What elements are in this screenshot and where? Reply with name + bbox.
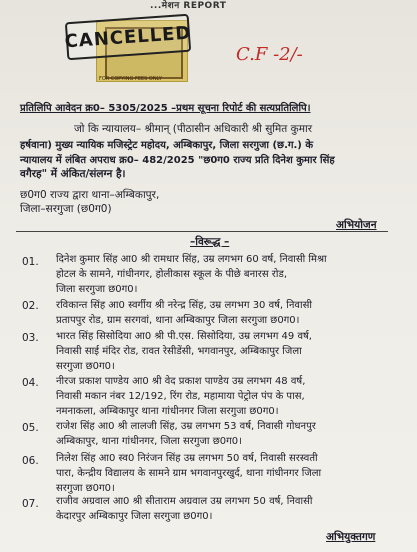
accused-entry xyxy=(56,374,305,419)
accused-line: सरगुजा छ0ग0। xyxy=(56,483,115,494)
accused-label: अभियुक्तगण xyxy=(326,531,376,543)
prosecution-label: अभियोजन xyxy=(336,219,377,231)
accused-number: 02. xyxy=(22,300,39,312)
accused-line: राजीव अग्रवाल आ0 श्री सीताराम अग्रवाल उम्र लगभग 50 वर्ष, निवासी xyxy=(56,496,313,507)
intro-line-4: वगैरह" में अंकित/संलग्न है। xyxy=(20,168,126,180)
accused-line: होटल के सामने, गांधीनगर, होलीकास स्कूल के पीछे बनारस रोड, xyxy=(56,269,287,280)
intro-line-3: न्यायालय में लंबित अपराध क्र0– 482/2025 "छ0ग0 राज्य प्रति दिनेश कुमार सिंह xyxy=(20,155,335,166)
accused-line: नीरज प्रकाश पाण्डेय आ0 श्री वेद प्रकाश पाण्डेय उम्र लगभग 48 वर्ष, xyxy=(56,376,306,387)
accused-number: 07. xyxy=(22,498,39,510)
accused-entry xyxy=(56,252,327,297)
court-fee-note: C.F -2/- xyxy=(236,44,303,65)
accused-line: जिला सरगुजा छ0ग0। xyxy=(56,284,138,295)
state-line-2: जिला–सरगुजा (छ0ग0) xyxy=(20,203,112,215)
accused-line: सरगुजा छ0ग0। xyxy=(56,361,115,372)
accused-number: 01. xyxy=(22,256,39,268)
accused-line: निवासी साई मंदिर रोड, रावत रेसीडेंसी, भगवानपुर, अम्बिकापुर जिला xyxy=(56,346,302,357)
intro-line-1: जो कि न्यायालय– श्रीमान् (पीठासीन अधिकारी श्री सुमित कुमार xyxy=(74,123,312,135)
section-divider xyxy=(16,231,388,232)
accused-line: दिनेश कुमार सिंह आ0 श्री रामधार सिंह, उम्र लगभग 60 वर्ष, निवासी मिश्रा xyxy=(56,254,327,265)
accused-line: राजेश सिंह आ0 श्री लालजी सिंह, उम्र लगभग 53 वर्ष, निवासी गोधनपुर xyxy=(56,421,316,432)
accused-line: केदारपुर अम्बिकापुर जिला सरगुजा छ0ग0। xyxy=(56,511,213,522)
state-line-1: छ0ग0 राज्य द्वारा थाना–अम्बिकापुर, xyxy=(20,189,160,201)
accused-entry xyxy=(56,494,312,524)
accused-line: रविकान्त सिंह आ0 स्वर्गीय श्री नरेन्द्र सिंह, उम्र लगभग 30 वर्ष, निवासी xyxy=(56,300,312,311)
cancelled-stamp: CANCELLED xyxy=(65,14,191,61)
intro-line-2: हर्षवाना) मुख्य न्यायिक मजिस्ट्रेट महोदय, अम्बिकापुर, जिला सरगुजा (छ.ग.) के xyxy=(20,140,314,151)
accused-number: 05. xyxy=(22,422,39,434)
accused-number: 06. xyxy=(22,455,39,467)
accused-line: अम्बिकापुर, थाना गांधीनगर, जिला सरगुजा छ0ग0। xyxy=(56,436,242,447)
report-header: ...मेशन REPORT xyxy=(150,1,227,11)
versus-label: –विरूद्ध – xyxy=(190,236,230,248)
accused-line: पारा, केन्द्रीय विद्यालय के सामने ग्राम भगवानपुरखुर्द, थाना गांधीनगर जिला xyxy=(56,468,322,479)
accused-entry xyxy=(56,329,312,374)
accused-line: निवासी मकान नंबर 12/192, रिंग रोड, महामाया पेट्रोल पंप के पास, xyxy=(56,391,305,402)
accused-line: निलेश सिंह आ0 स्व0 निरंजन सिंह उम्र लगभग 50 वर्ष, निवासी सरस्वती xyxy=(56,453,318,464)
accused-line: भारत सिंह सिसोदिया आ0 श्री पी.एस. सिसोदिया, उम्र लगभग 49 वर्ष, xyxy=(56,331,312,342)
accused-line: प्रतापपुर रोड, ग्राम सरगवां, थाना अम्बिकापुर जिला सरगुजा छ0ग0। xyxy=(56,315,300,326)
accused-number: 03. xyxy=(22,332,39,344)
accused-entry xyxy=(56,298,312,328)
accused-line: नमनाकला, अम्बिकापुर थाना गांधीनगर जिला सरगुजा छ0ग0। xyxy=(56,406,279,417)
application-line: प्रतिलिपि आवेदन क्र0– 5305/2025 –प्रथम सूचना रिपोर्ट की सत्यप्रतिलिपि। xyxy=(20,103,311,114)
stamp-fee-text: FOR COPYING FEES ONLY xyxy=(99,76,162,82)
accused-entry xyxy=(56,419,316,449)
accused-number: 04. xyxy=(22,377,39,389)
accused-entry xyxy=(56,451,321,496)
